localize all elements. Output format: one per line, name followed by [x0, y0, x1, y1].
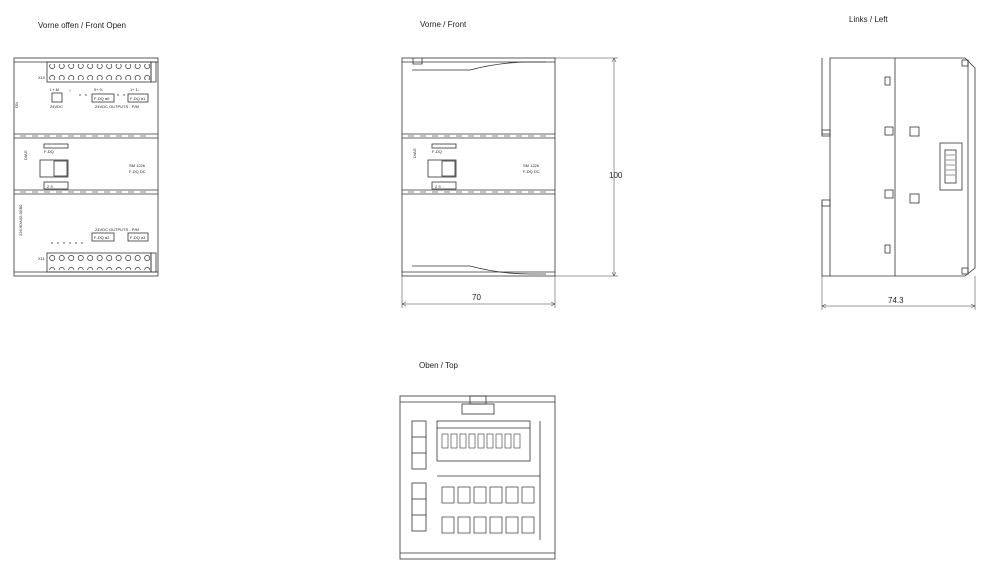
- supply-pins: L+ M: [50, 87, 60, 92]
- left-rear-bottom: [822, 202, 830, 276]
- lower-led-dots: [51, 242, 82, 243]
- top-view-title: Oben / Top: [419, 361, 458, 370]
- height-dimension-value: 100: [609, 171, 623, 180]
- order-number-label: 226-6DA32-0XB0: [18, 204, 23, 236]
- front-width-value: 70: [472, 293, 481, 302]
- supply-label: 24VDC: [50, 104, 63, 109]
- front-top-curve: [470, 62, 546, 70]
- left-view: [822, 58, 975, 310]
- top-wire-openings-row-2: [442, 517, 534, 533]
- front-view-title: Vorne / Front: [420, 20, 467, 29]
- output-pins-b: 1+ 1-: [130, 87, 140, 92]
- top-wire-openings-row-1: [442, 487, 534, 503]
- fdq-0-label: F-DQ a0: [94, 96, 110, 101]
- output-pins-a: 0+ 0-: [94, 87, 104, 92]
- fdq-status-label: F-DQ: [44, 149, 54, 154]
- front-model-label: SM 1226: [523, 163, 540, 168]
- fdq-2-label: F-DQ a2: [94, 235, 110, 240]
- fdq-3-label: F-DQ a3: [130, 235, 146, 240]
- front-width-dimension: [402, 276, 555, 308]
- left-rear-top: [822, 58, 830, 134]
- top-latch: [462, 404, 494, 414]
- outputs-bottom-label: 24VDC OUTPUTS - P/M: [95, 227, 139, 232]
- left-view-title: Links / Left: [849, 15, 888, 24]
- channel-numbers: 2 3: [47, 184, 53, 189]
- front-fdq-label: F-DQ: [432, 149, 442, 154]
- front-model-sub-label: F-DQ DC: [523, 169, 540, 174]
- top-housing: [400, 396, 555, 559]
- top-view: [400, 396, 555, 559]
- model-label: SM 1226: [129, 163, 146, 168]
- ground-symbol: ⏚: [68, 88, 72, 93]
- left-connector-pins: [946, 155, 955, 175]
- left-width-value: 74.3: [888, 296, 904, 305]
- height-dimension: [555, 58, 618, 276]
- diag-label: DIAG: [23, 150, 28, 160]
- status-window: [54, 161, 67, 176]
- fdq-1-label: F-DQ a1: [130, 96, 146, 101]
- front-view: [402, 58, 623, 308]
- front-open-view-title: Vorne offen / Front Open: [38, 21, 126, 30]
- outputs-top-label: 24VDC OUTPUTS - P/M: [95, 104, 139, 109]
- front-status-window: [442, 161, 455, 176]
- top-left-slot-b: [412, 483, 426, 531]
- left-housing: [830, 58, 975, 276]
- top-terminal-fins: [442, 434, 520, 448]
- front-channel-numbers: 2 3: [435, 184, 441, 189]
- front-bottom-curve: [470, 266, 546, 274]
- top-left-slot-a: [412, 421, 426, 469]
- front-diag-label: DIAG: [412, 148, 417, 158]
- model-sub-label: F-DQ DC: [129, 169, 146, 174]
- terminal-x10-label: X10: [38, 75, 46, 80]
- front-open-view: [14, 58, 158, 276]
- side-mark-top: ON: [14, 102, 19, 108]
- terminal-x11-label: X11: [38, 256, 45, 261]
